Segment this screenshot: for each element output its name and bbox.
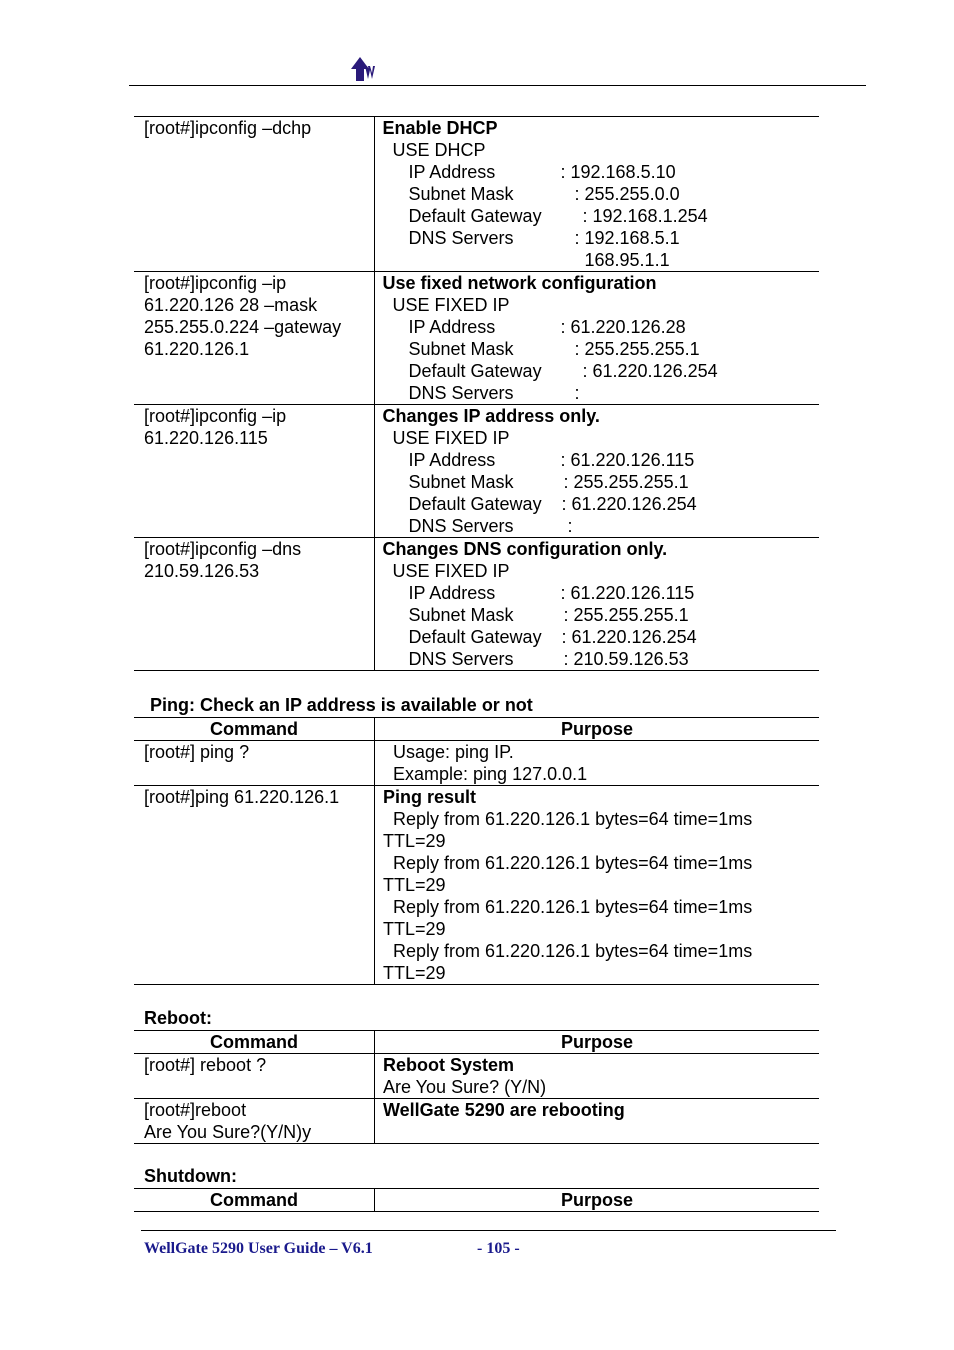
header-rule (129, 85, 866, 86)
gateway-value: : 61.220.126.254 (582, 361, 718, 381)
column-header-purpose: Purpose (375, 718, 820, 741)
row-heading: Changes IP address only. (382, 406, 600, 426)
reboot-section-title: Reboot: (144, 1008, 212, 1028)
column-header-command: Command (134, 718, 375, 741)
dns-label: DNS Servers (408, 516, 514, 536)
usage-text: Usage: ping IP. (393, 742, 514, 762)
table-header-row (134, 1189, 819, 1212)
row-heading: Enable DHCP (382, 118, 498, 138)
gateway-value: : 61.220.126.254 (561, 627, 697, 647)
dns-label: DNS Servers (408, 383, 514, 403)
command-text: [root#] reboot ? (144, 1055, 267, 1075)
column-header-command: Command (134, 1189, 375, 1212)
mode-text: USE FIXED IP (392, 295, 510, 315)
table-header-row (134, 718, 819, 741)
page-number: - 105 - (477, 1240, 520, 1257)
gateway-value: : 61.220.126.254 (561, 494, 697, 514)
ip-label: IP Address (408, 450, 496, 470)
ip-label: IP Address (408, 317, 496, 337)
mode-text: USE DHCP (392, 140, 486, 160)
gateway-label: Default Gateway (408, 627, 542, 647)
gateway-value: : 192.168.1.254 (582, 206, 708, 226)
ping-table (134, 717, 819, 985)
dns-label: DNS Servers (408, 649, 514, 669)
column-header-command: Command (134, 1031, 375, 1054)
ip-label: IP Address (408, 162, 496, 182)
row-heading: Use fixed network configuration (382, 273, 657, 293)
row-heading: Changes DNS configuration only. (382, 539, 668, 559)
row-heading: WellGate 5290 are rebooting (383, 1100, 625, 1120)
command-text: [root#] ping ? (144, 742, 250, 762)
command-text-line2: Are You Sure?(Y/N)y (144, 1122, 312, 1142)
reply-line: Reply from 61.220.126.1 bytes=64 time=1ms (393, 809, 753, 829)
gateway-label: Default Gateway (408, 494, 542, 514)
table-row (134, 786, 819, 985)
mask-label: Subnet Mask (408, 605, 514, 625)
shutdown-table (134, 1188, 819, 1212)
dns-value: : 192.168.5.1 (574, 228, 680, 248)
gateway-label: Default Gateway (408, 361, 542, 381)
table-row (134, 1099, 819, 1144)
command-text: [root#]ipconfig –ip 61.220.126 28 –mask 255.255.0.224 –gateway 61.220.126.1 (144, 273, 342, 359)
mask-label: Subnet Mask (408, 339, 514, 359)
mask-value: : 255.255.255.1 (574, 339, 700, 359)
ip-value: : 61.220.126.115 (560, 583, 695, 603)
dns-value: : (567, 516, 573, 536)
ipconfig-table (134, 116, 819, 671)
ttl-line: TTL=29 (383, 831, 446, 851)
command-text: [root#]reboot (144, 1100, 247, 1120)
column-header-purpose: Purpose (375, 1189, 820, 1212)
table-row (134, 741, 819, 786)
mask-label: Subnet Mask (408, 184, 514, 204)
ttl-line: TTL=29 (383, 963, 446, 983)
table-row (134, 272, 819, 405)
column-header-purpose: Purpose (375, 1031, 820, 1054)
table-row (134, 1054, 819, 1099)
mask-value: : 255.255.0.0 (574, 184, 680, 204)
dns-value: : 210.59.126.53 (563, 649, 689, 669)
footer-title: WellGate 5290 User Guide – V6.1 (144, 1240, 373, 1257)
command-text: [root#]ping 61.220.126.1 (144, 787, 340, 807)
ttl-line: TTL=29 (383, 919, 446, 939)
ip-label: IP Address (408, 583, 496, 603)
reply-line: Reply from 61.220.126.1 bytes=64 time=1ms (393, 941, 753, 961)
reply-line: Reply from 61.220.126.1 bytes=64 time=1ms (393, 853, 753, 873)
table-row (134, 538, 819, 671)
reply-line: Reply from 61.220.126.1 bytes=64 time=1ms (393, 897, 753, 917)
dns-value: : (574, 383, 580, 403)
ip-value: : 61.220.126.28 (560, 317, 686, 337)
command-text: [root#]ipconfig –dchp (144, 118, 312, 138)
gateway-label: Default Gateway (408, 206, 542, 226)
dns-extra-value: 168.95.1.1 (584, 250, 670, 270)
shutdown-section-title: Shutdown: (144, 1166, 237, 1186)
mode-text: USE FIXED IP (392, 561, 510, 581)
dns-label: DNS Servers (408, 228, 514, 248)
row-heading: Ping result (383, 787, 477, 807)
prompt-text: Are You Sure? (Y/N) (383, 1077, 547, 1097)
table-row (134, 117, 819, 272)
row-heading: Reboot System (383, 1055, 515, 1075)
mask-label: Subnet Mask (408, 472, 514, 492)
table-row (134, 405, 819, 538)
reboot-table (134, 1030, 819, 1144)
wellgate-logo-icon (349, 55, 379, 83)
command-text: [root#]ipconfig –dns 210.59.126.53 (144, 539, 302, 581)
table-header-row (134, 1031, 819, 1054)
mode-text: USE FIXED IP (392, 428, 510, 448)
ping-section-title: Ping: Check an IP address is available or not (150, 695, 533, 715)
ip-value: : 61.220.126.115 (560, 450, 695, 470)
ttl-line: TTL=29 (383, 875, 446, 895)
example-text: Example: ping 127.0.0.1 (393, 764, 588, 784)
ip-value: : 192.168.5.10 (560, 162, 676, 182)
mask-value: : 255.255.255.1 (563, 472, 689, 492)
mask-value: : 255.255.255.1 (563, 605, 689, 625)
command-text: [root#]ipconfig –ip 61.220.126.115 (144, 406, 287, 448)
footer-rule (141, 1230, 836, 1231)
